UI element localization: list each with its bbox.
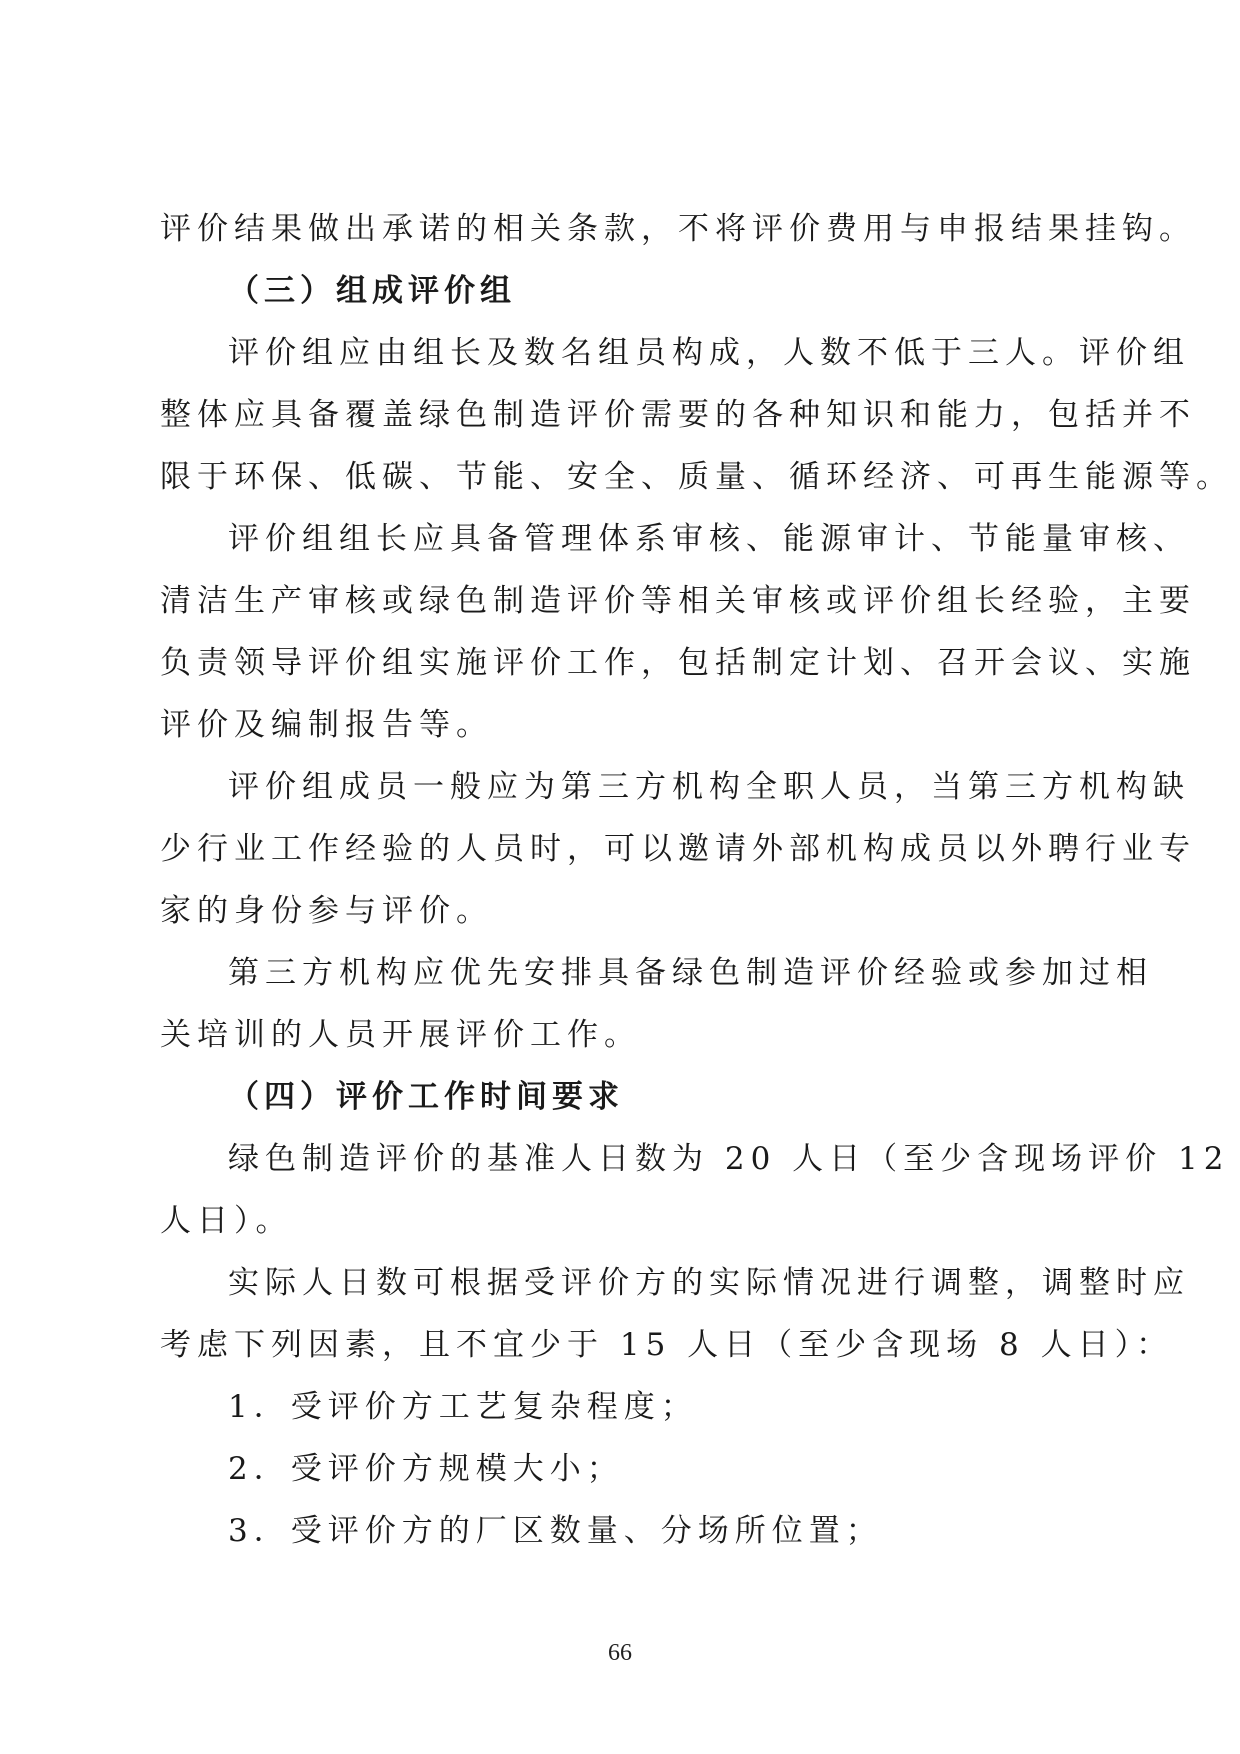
paragraph-line: 考虑下列因素，且不宜少于 15 人日（至少含现场 8 人日）：: [160, 1327, 1174, 1363]
paragraph-line: 评价结果做出承诺的相关条款，不将评价费用与申报结果挂钩。: [160, 211, 1196, 247]
paragraph-line: 绿色制造评价的基准人日数为 20 人日（至少含现场评价 12: [228, 1141, 1230, 1177]
paragraph-line: 评价组组长应具备管理体系审核、能源审计、节能量审核、: [228, 521, 1190, 557]
paragraph-line: 第三方机构应优先安排具备绿色制造评价经验或参加过相: [228, 955, 1153, 991]
list-item: 1．受评价方工艺复杂程度；: [228, 1389, 698, 1425]
paragraph-line: 实际人日数可根据受评价方的实际情况进行调整，调整时应: [228, 1265, 1190, 1301]
list-item: 2．受评价方规模大小；: [228, 1451, 624, 1487]
section-heading: （四）评价工作时间要求: [228, 1079, 624, 1115]
document-body: [160, 198, 1233, 1562]
paragraph-line: 评价组应由组长及数名组员构成，人数不低于三人。评价组: [228, 335, 1190, 371]
paragraph-line: 关培训的人员开展评价工作。: [160, 1017, 641, 1053]
list-item: 3．受评价方的厂区数量、分场所位置；: [228, 1513, 883, 1549]
paragraph-line: 评价及编制报告等。: [160, 707, 493, 743]
paragraph-line: 限于环保、低碳、节能、安全、质量、循环经济、可再生能源等。: [160, 459, 1233, 495]
paragraph-line: 清洁生产审核或绿色制造评价等相关审核或评价组长经验，主要: [160, 583, 1196, 619]
paragraph-line: 评价组成员一般应为第三方机构全职人员，当第三方机构缺: [228, 769, 1190, 805]
paragraph-line: 人日）。: [160, 1203, 293, 1239]
paragraph-line: 整体应具备覆盖绿色制造评价需要的各种知识和能力，包括并不: [160, 397, 1196, 433]
paragraph-line: 负责领导评价组实施评价工作，包括制定计划、召开会议、实施: [160, 645, 1196, 681]
paragraph-line: 家的身份参与评价。: [160, 893, 493, 929]
paragraph-line: 少行业工作经验的人员时，可以邀请外部机构成员以外聘行业专: [160, 831, 1196, 867]
page-number: 66: [608, 1640, 632, 1666]
section-heading: （三）组成评价组: [228, 273, 516, 309]
